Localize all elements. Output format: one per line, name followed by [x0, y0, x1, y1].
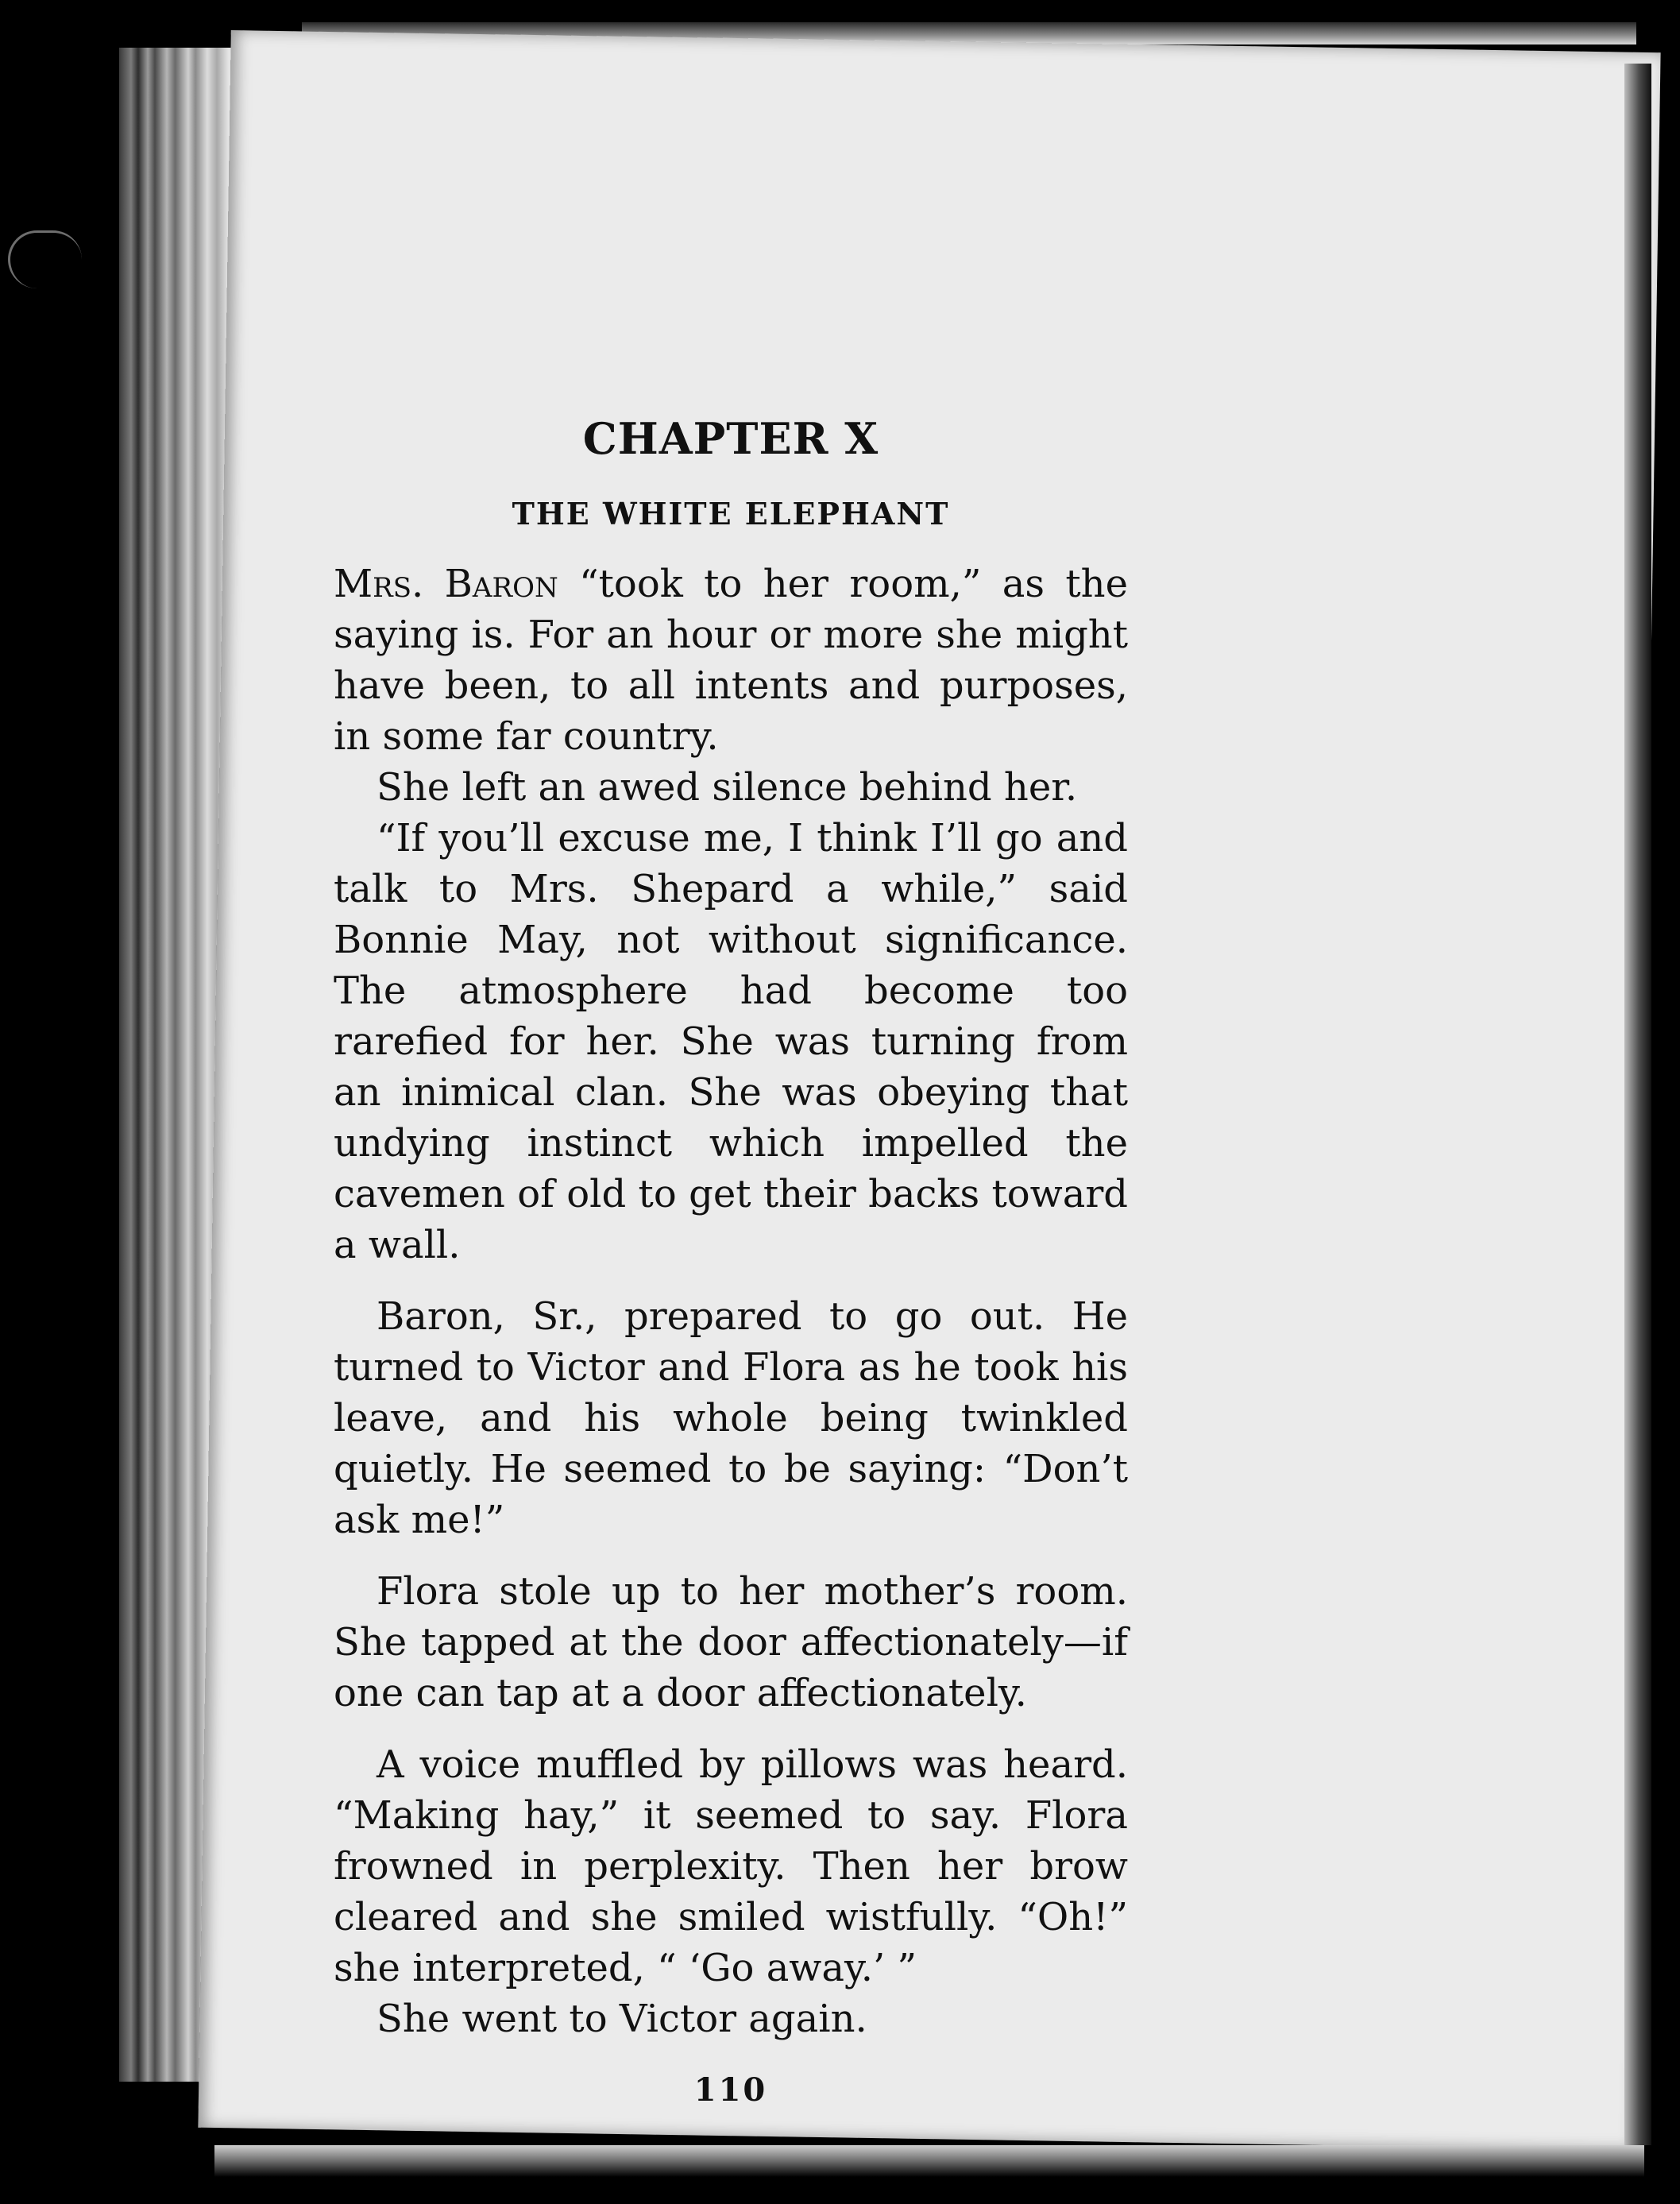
paragraph-7: She went to Victor again. — [377, 1997, 867, 2041]
paragraph-1 — [334, 559, 1128, 762]
chapter-title: THE WHITE ELEPHANT — [512, 496, 950, 532]
paragraph-2: She left an awed silence behind her. — [377, 765, 1078, 810]
page-number: 110 — [693, 2071, 768, 2109]
paragraph-3: “If you’ll excuse me, I think I’ll go and talk to Mrs. Shepard a while,” said Bonnie May, not without significance. The atmosphere had become too rarefied for her. She was turning from an inimical clan. She was obeying that undying instinct which impelled the cavemen of old to get their backs toward a wall. — [334, 816, 1128, 1267]
right-page-edge — [1624, 64, 1651, 2145]
paragraph-lead-small-caps: Mrs. Baron — [334, 562, 558, 606]
paragraph-5: Flora stole up to her mother’s room. She tapped at the door affectionately—if one can tap at a door affectionately. — [334, 1569, 1128, 1715]
chapter-heading: CHAPTER X — [582, 413, 879, 464]
bottom-page-edge — [214, 2145, 1644, 2177]
paragraph-4: Baron, Sr., prepared to go out. He turned to Victor and Flora as he took his leave, and his whole being twinkled quietly. He seemed to be saying: “Don’t ask me!” — [334, 1294, 1128, 1542]
paragraph-1-text: “took to her room,” as the saying is. For an hour or more she might have been, to all intents and purposes, in some far country. — [334, 562, 1128, 759]
paragraph-6: A voice muffled by pillows was heard. “Making hay,” it seemed to say. Flora frowned in perplexity. Then her brow cleared and she smiled wistfully. “Oh!” she interpreted, “ ‘Go away.’ ” — [334, 1742, 1128, 1990]
margin-pencil-mark — [8, 230, 82, 288]
page-text — [334, 413, 1128, 2109]
